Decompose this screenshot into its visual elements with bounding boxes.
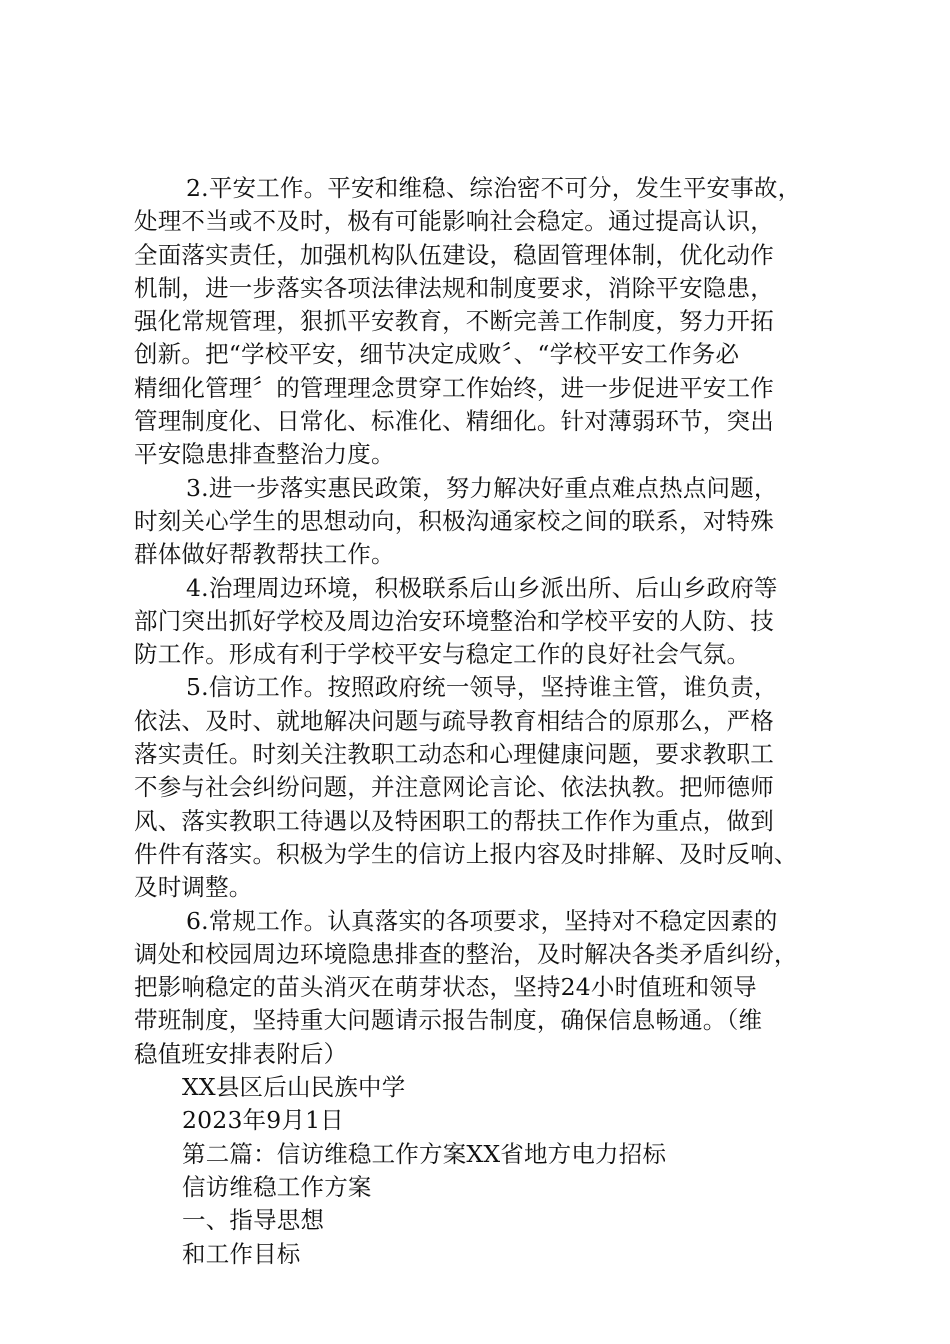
paragraph-line: 防工作。形成有利于学校平安与稳定工作的良好社会气氛。 <box>134 640 751 669</box>
paragraph-line: 把影响稳定的苗头消灭在萌芽状态，坚持24小时值班和领导 <box>134 973 757 1002</box>
paragraph-line: 调处和校园周边环境隐患排查的整治，及时解决各类矛盾纠纷， <box>134 939 798 968</box>
paragraph-line: 创新。把“学校平安，细节决定成败〞、“学校平安工作务必 <box>134 340 740 369</box>
signature-date: 2023年9月1日 <box>182 1106 345 1135</box>
section-item-heading-cont: 和工作目标 <box>182 1239 301 1268</box>
paragraph-line: 件件有落实。积极为学生的信访上报内容及时排解、及时反响、 <box>134 839 798 868</box>
paragraph-line: 机制，进一步落实各项法律法规和制度要求，消除平安隐患， <box>134 273 774 302</box>
paragraph-line: 6.常规工作。认真落实的各项要求，坚持对不稳定因素的 <box>186 906 778 935</box>
paragraph-line: 精细化管理〞的管理理念贯穿工作始终，进一步促进平安工作 <box>134 373 774 402</box>
paragraph-line: 5.信访工作。按照政府统一领导，坚持谁主管，谁负责， <box>186 673 778 702</box>
paragraph-line: 部门突出抓好学校及周边治安环境整治和学校平安的人防、技 <box>134 606 774 635</box>
paragraph-line: 强化常规管理，狠抓平安教育，不断完善工作制度，努力开拓 <box>134 307 774 336</box>
section-subtitle: 信访维稳工作方案 <box>182 1172 372 1201</box>
section-item-heading: 一、指导思想 <box>182 1206 325 1235</box>
paragraph-line: 全面落实责任，加强机构队伍建设，稳固管理体制，优化动作 <box>134 240 774 269</box>
paragraph-line: 时刻关心学生的思想动向，积极沟通家校之间的联系，对特殊 <box>134 506 774 535</box>
paragraph-line: 2.平安工作。平安和维稳、综治密不可分，发生平安事故， <box>186 174 802 202</box>
paragraph-line: 风、落实教职工待遇以及特困职工的帮扶工作作为重点，做到 <box>134 806 774 835</box>
paragraph-line: 群体做好帮教帮扶工作。 <box>134 540 395 569</box>
paragraph-line: 落实责任。时刻关注教职工动态和心理健康问题，要求教职工 <box>134 740 774 769</box>
paragraph-line: 带班制度，坚持重大问题请示报告制度，确保信息畅通。（维 <box>134 1006 763 1035</box>
paragraph-line: 平安隐患排查整治力度。 <box>134 440 395 469</box>
paragraph-line: 及时调整。 <box>134 873 253 902</box>
section-heading: 第二篇：信访维稳工作方案XX省地方电力招标 <box>182 1139 667 1168</box>
signature-organization: XX县区后山民族中学 <box>182 1073 406 1102</box>
paragraph-line: 不参与社会纠纷问题，并注意网论言论、依法执教。把师德师 <box>134 773 774 802</box>
paragraph-line: 3.进一步落实惠民政策，努力解决好重点难点热点问题， <box>186 473 778 502</box>
paragraph-line: 管理制度化、日常化、标准化、精细化。针对薄弱环节，突出 <box>134 407 774 436</box>
paragraph-line: 处理不当或不及时，极有可能影响社会稳定。通过提高认识， <box>134 207 774 236</box>
paragraph-line: 稳值班安排表附后） <box>134 1039 348 1068</box>
paragraph-line: 依法、及时、就地解决问题与疏导教育相结合的原那么，严格 <box>134 706 774 735</box>
document-body <box>134 172 834 1271</box>
paragraph-line: 4.治理周边环境，积极联系后山乡派出所、后山乡政府等 <box>186 573 778 602</box>
